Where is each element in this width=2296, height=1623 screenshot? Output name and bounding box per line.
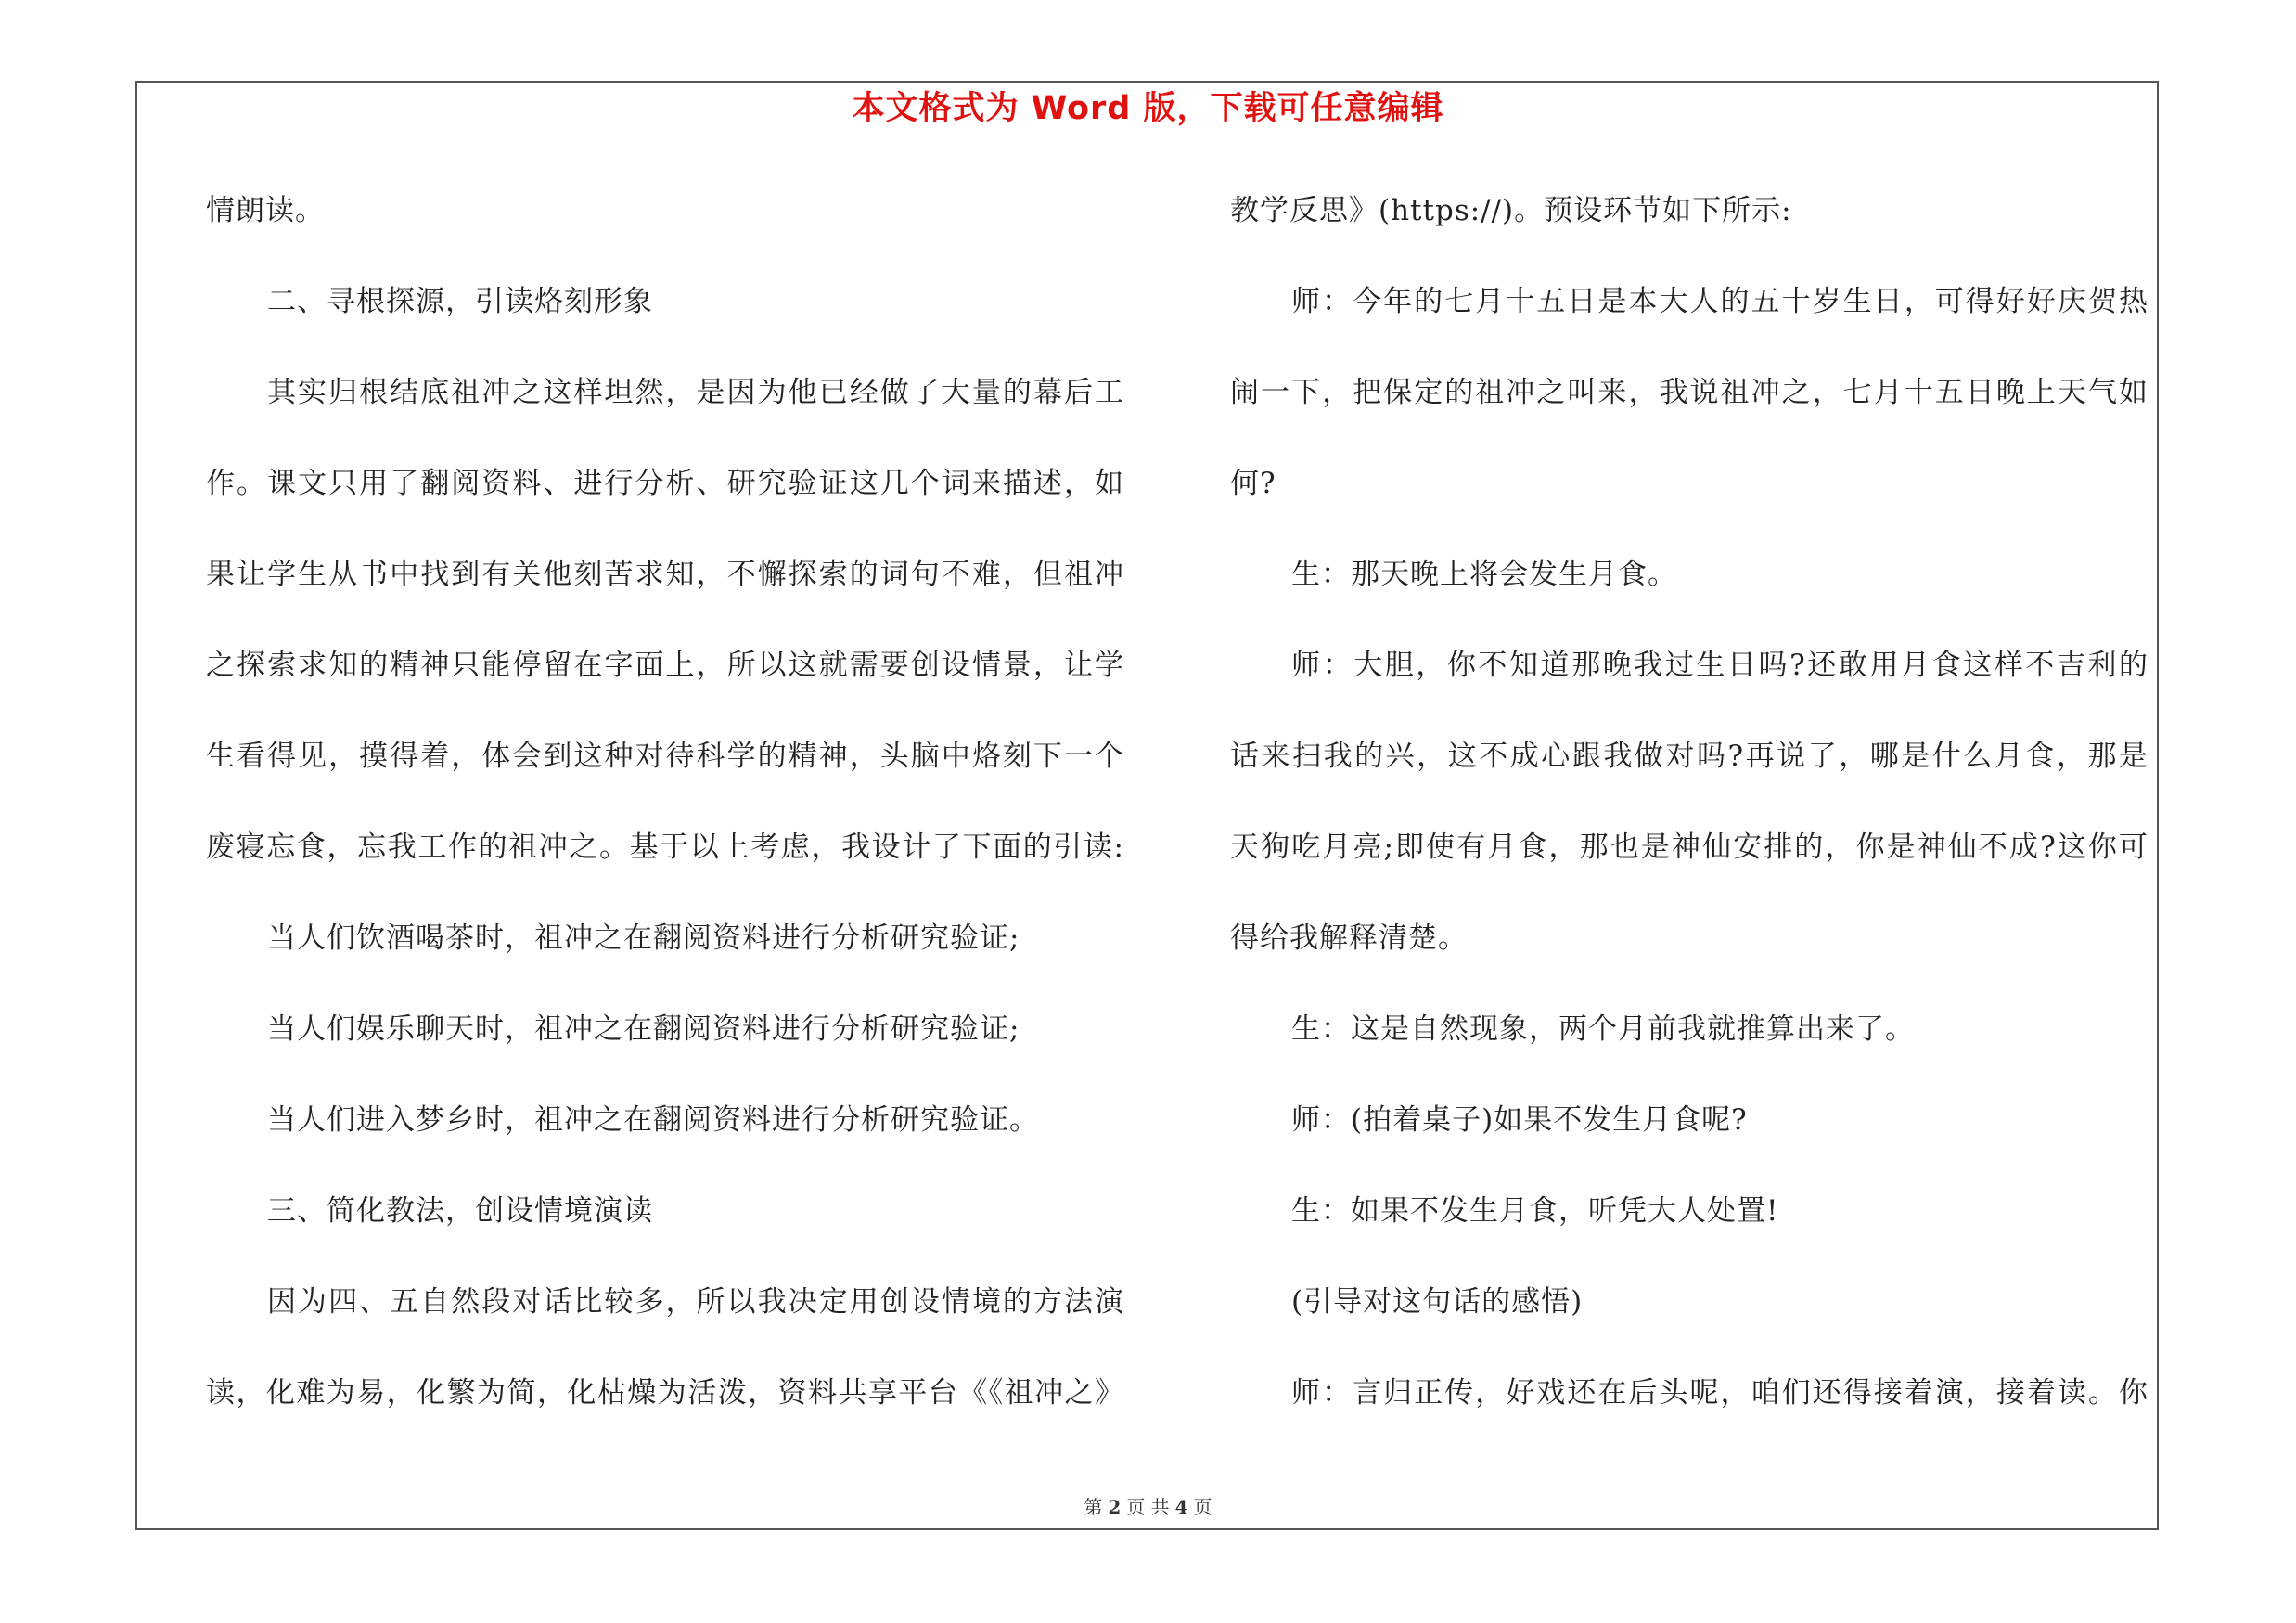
footer-middle: 页 共: [1126, 1496, 1170, 1518]
text-line: 闹一下，把保定的祖冲之叫来，我说祖冲之，七月十五日晚上天气如: [1230, 376, 2148, 409]
text-line: 三、简化教法，创设情境演读: [267, 1194, 653, 1228]
text-line: 师：今年的七月十五日是本大人的五十岁生日，可得好好庆贺热: [1291, 285, 2148, 318]
format-banner: 本文格式为 Word 版，下载可任意编辑: [852, 90, 1444, 127]
text-line: 生：这是自然现象，两个月前我就推算出来了。: [1291, 1012, 1915, 1046]
text-line: (引导对这句话的感悟): [1291, 1285, 1584, 1319]
text-line: 读，化难为易，化繁为简，化枯燥为活泼，资料共享平台《《祖冲之》: [206, 1376, 1124, 1410]
text-line: 教学反思》(https://)。预设环节如下所示:: [1230, 194, 1792, 227]
text-line: 何?: [1230, 467, 1276, 500]
current-page-number: 2: [1108, 1496, 1122, 1518]
footer-prefix: 第: [1084, 1496, 1103, 1518]
text-line: 生：如果不发生月食，听凭大人处置!: [1291, 1194, 1779, 1228]
right-column: [1230, 182, 2148, 1455]
text-line: 之探索求知的精神只能停留在字面上，所以这就需要创设情景，让学: [206, 649, 1124, 682]
text-line: 师：(拍着桌子)如果不发生月食呢?: [1291, 1103, 1748, 1137]
text-line: 果让学生从书中找到有关他刻苦求知，不懈探索的词句不难，但祖冲: [206, 558, 1124, 591]
total-pages-number: 4: [1174, 1496, 1188, 1518]
footer-suffix: 页: [1193, 1496, 1212, 1518]
text-line: 二、寻根探源，引读烙刻形象: [267, 285, 653, 318]
text-line: 因为四、五自然段对话比较多，所以我决定用创设情境的方法演: [267, 1285, 1124, 1319]
text-line: 得给我解释清楚。: [1230, 921, 1468, 955]
page-footer: [0, 1494, 2296, 1520]
text-line: 情朗读。: [206, 194, 325, 227]
text-line: 师：言归正传，好戏还在后头呢，咱们还得接着演，接着读。你: [1291, 1376, 2148, 1410]
text-line: 师：大胆，你不知道那晚我过生日吗?还敢用月食这样不吉利的: [1291, 649, 2148, 682]
text-line: 其实归根结底祖冲之这样坦然，是因为他已经做了大量的幕后工: [267, 376, 1124, 409]
text-line: 当人们饮酒喝茶时，祖冲之在翻阅资料进行分析研究验证;: [267, 921, 1020, 955]
text-line: 天狗吃月亮;即使有月食，那也是神仙安排的，你是神仙不成?这你可: [1230, 831, 2148, 864]
text-line: 当人们娱乐聊天时，祖冲之在翻阅资料进行分析研究验证;: [267, 1012, 1020, 1046]
text-line: 生：那天晚上将会发生月食。: [1291, 558, 1677, 591]
text-line: 作。课文只用了翻阅资料、进行分析、研究验证这几个词来描述，如: [206, 467, 1124, 500]
text-line: 话来扫我的兴，这不成心跟我做对吗?再说了，哪是什么月食，那是: [1230, 740, 2148, 773]
text-line: 废寝忘食，忘我工作的祖冲之。基于以上考虑，我设计了下面的引读:: [206, 831, 1124, 864]
text-line: 生看得见，摸得着，体会到这种对待科学的精神，头脑中烙刻下一个: [206, 740, 1124, 773]
text-line: 当人们进入梦乡时，祖冲之在翻阅资料进行分析研究验证。: [267, 1103, 1039, 1137]
left-column: [206, 182, 1124, 1455]
